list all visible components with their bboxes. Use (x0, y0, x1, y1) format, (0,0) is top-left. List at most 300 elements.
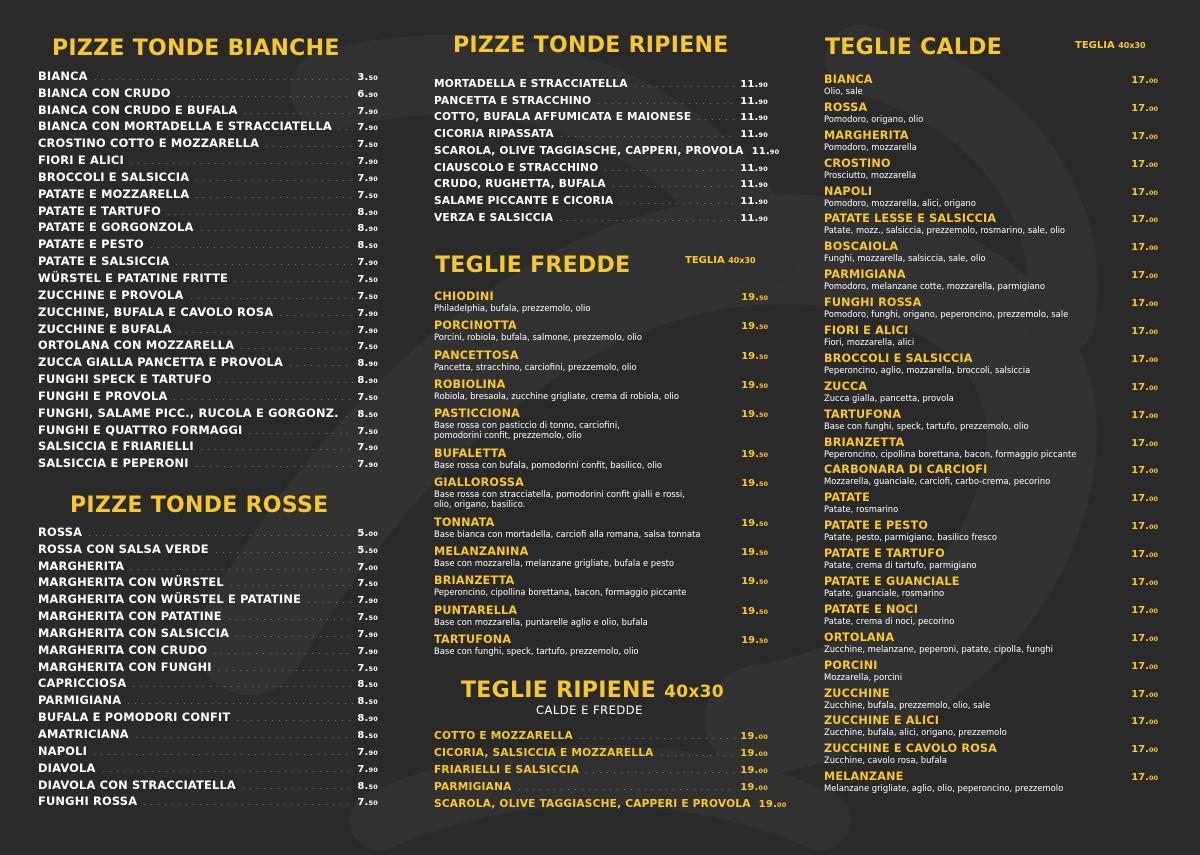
menu-item-name: SALSICCIA E FRIARIELLI (38, 439, 194, 454)
menu-item-name: PARMIGIANA (434, 781, 512, 793)
menu-item-price: 11.90 (740, 162, 768, 174)
menu-item (38, 133, 378, 150)
menu-item (824, 519, 1158, 542)
menu-item-name: PORCINOTTA (434, 319, 517, 333)
menu-item-name: FIORI E ALICI (38, 153, 124, 168)
dot-leader (232, 281, 353, 282)
menu-item (38, 674, 378, 691)
dot-leader (516, 789, 737, 790)
menu-item-name: TONNATA (434, 515, 495, 529)
dot-leader (577, 738, 736, 739)
menu-item-description: Mozzarella, guanciale, carciofi, carbo-crema, pecorino (824, 476, 1051, 487)
menu-item-description: Zucchine, bufala, prezzemolo, olio, sale (824, 699, 991, 710)
menu-item-price: 8.50 (357, 240, 378, 252)
dot-leader (198, 449, 354, 450)
section-tag-calde: TEGLIA 40x30 (1075, 40, 1146, 51)
menu-item-description: Base con mozzarella, puntarelle aglio e olio, bufala (434, 616, 648, 627)
menu-item-price: 7.90 (357, 763, 378, 775)
menu-item-name: BIANCA (38, 68, 88, 83)
dot-leader (238, 348, 353, 349)
menu-item-price: 11.90 (740, 179, 768, 191)
menu-item-price: 11.90 (740, 95, 768, 107)
menu-item (434, 73, 768, 90)
section-title-ripiene: PIZZE TONDE RIPIENE (453, 33, 729, 58)
menu-item-price: 19.00 (740, 748, 768, 759)
menu-item-name: FIORI E ALICI (824, 324, 909, 338)
menu-item-price: 7.50 (357, 189, 378, 201)
menu-item-name: SALAME PICCANTE E CICORIA (434, 195, 614, 207)
menu-item-name: MARGHERITA (824, 128, 909, 142)
menu-item-name: VERZA E SALSICCIA (434, 211, 554, 224)
menu-item-name: MELANZANINA (434, 544, 529, 558)
menu-item-description: Philadelphia, bufala, prezzemolo, olio (434, 303, 591, 313)
menu-item-price: 7.50 (357, 391, 378, 403)
menu-item-price: 7.50 (357, 797, 378, 809)
menu-item-price: 17.00 (1131, 326, 1158, 338)
menu-item (38, 218, 378, 235)
menu-item (824, 380, 1158, 403)
menu-item (38, 724, 378, 741)
menu-item-name: PORCINI (824, 658, 878, 672)
menu-item (434, 725, 768, 742)
menu-item-name: ZUCCHINE E ALICI (824, 714, 940, 728)
menu-item-price: 8.90 (357, 358, 378, 370)
menu-item (38, 386, 378, 403)
menu-list-teglie-ripiene (434, 725, 787, 810)
menu-item-price: 19.00 (740, 765, 768, 776)
dot-leader (234, 720, 353, 721)
menu-item-price: 19.00 (758, 799, 787, 810)
menu-item (824, 687, 1158, 710)
menu-item-price: 19.00 (740, 731, 768, 742)
menu-item-name: CRUDO, RUGHETTA, BUFALA (434, 178, 606, 191)
menu-item-name: MELANZANE (824, 770, 904, 784)
menu-item (434, 742, 768, 759)
menu-item (434, 759, 768, 776)
menu-item-name: PATATE E NOCI (824, 602, 919, 616)
menu-item (824, 575, 1158, 598)
menu-item (824, 157, 1158, 180)
dot-leader (610, 186, 736, 187)
dot-leader (165, 214, 353, 215)
menu-item (38, 707, 378, 724)
menu-item (434, 447, 768, 470)
menu-item-price: 17.00 (1131, 437, 1158, 449)
menu-item-name: ORTOLANA CON MOZZARELLA (38, 338, 235, 353)
dot-leader (287, 365, 353, 366)
menu-item (434, 107, 768, 124)
menu-item (38, 83, 378, 100)
menu-item-name: PARMIGIANA (824, 268, 906, 282)
menu-item-name: CROSTINO COTTO E MOZZARELLA (38, 136, 260, 151)
dot-leader (695, 119, 736, 120)
menu-item-price: 7.90 (357, 595, 378, 607)
menu-item-price: 7.50 (357, 341, 378, 353)
menu-item-price: 17.00 (1131, 130, 1158, 142)
menu-item (434, 793, 787, 810)
dot-leader (213, 552, 354, 553)
menu-list-calde (824, 73, 1158, 798)
menu-item (824, 240, 1158, 263)
menu-item-price: 17.00 (1131, 75, 1158, 86)
menu-item-name: SALSICCIA E PEPERONI (38, 456, 189, 471)
menu-item-description: Prosciutto, mozzarella (824, 169, 917, 180)
menu-item-name: BOSCAIOLA (824, 240, 899, 254)
menu-item-price: 17.00 (1131, 381, 1158, 393)
menu-item-name: BUFALETTA (434, 446, 507, 460)
menu-item (824, 631, 1158, 654)
dot-leader (240, 788, 353, 789)
menu-item-name: PATATE E TARTUFO (38, 203, 161, 218)
menu-item-name: NAPOLI (824, 184, 873, 198)
dot-leader (193, 466, 354, 467)
menu-item-name: BROCCOLI E SALSICCIA (38, 169, 190, 184)
menu-item (38, 539, 378, 556)
dot-leader (336, 129, 353, 130)
menu-item-name: PATATE E PESTO (824, 519, 929, 533)
menu-item-description: Pomodoro, origano, olio (824, 113, 924, 124)
menu-item (434, 190, 768, 207)
section-subtitle-teglie-ripiene: CALDE E FREDDE (536, 703, 643, 717)
dot-leader (128, 569, 353, 570)
menu-item (38, 453, 378, 470)
menu-item-price: 8.50 (357, 679, 378, 691)
menu-item-name: PARMIGIANA (38, 693, 122, 708)
menu-item-description: Zucca gialla, pancetta, provola (824, 392, 954, 403)
menu-item-name: PATATE (824, 491, 870, 505)
dot-leader (233, 636, 353, 637)
menu-item-price: 17.00 (1131, 577, 1158, 589)
menu-item-description: Pancetta, stracchino, carciofini, prezzemolo, olio (434, 361, 637, 372)
menu-item (434, 349, 768, 372)
menu-item-description: Pomodoro, funghi, origano, peperoncino, prezzemolo, sale (824, 309, 1069, 320)
section-title-rosse: PIZZE TONDE ROSSE (70, 493, 329, 518)
menu-item-price: 17.00 (1131, 716, 1158, 728)
menu-item-name: CICORIA, SALSICCIA E MOZZARELLA (434, 747, 654, 759)
menu-item (434, 290, 768, 313)
menu-item-price: 8.50 (357, 780, 378, 792)
menu-item-name: AMATRICIANA (38, 726, 129, 741)
menu-item-description: Patate, rosmarino (824, 504, 899, 515)
menu-item (824, 185, 1158, 208)
dot-leader (173, 264, 353, 265)
menu-item-price: 11.90 (740, 212, 768, 224)
menu-item (824, 296, 1158, 319)
menu-item-description: Mozzarella, porcini (824, 671, 903, 682)
menu-list-ripiene (434, 73, 780, 224)
menu-item (434, 174, 768, 191)
menu-item-price: 11.90 (740, 112, 768, 124)
menu-item-description: Base rossa con pasticcio di tonno, carciofini, (434, 420, 620, 431)
dot-leader (125, 703, 353, 704)
menu-item-name: BIANCA CON CRUDO (38, 85, 171, 100)
menu-item-price: 7.90 (357, 172, 378, 184)
menu-item-price: 19.50 (741, 379, 768, 391)
menu-item-price: 19.50 (741, 546, 768, 558)
menu-item-price: 8.50 (357, 696, 378, 708)
menu-item-name: MARGHERITA CON PATATINE (38, 609, 222, 624)
section-title-teglie-ripiene: TEGLIE RIPIENE 40x30 (461, 678, 724, 703)
dot-leader (617, 203, 736, 204)
menu-item (38, 792, 378, 809)
menu-item-description: Patate, mozz., salsiccia, prezzemolo, rosmarino, sale, olio (824, 225, 1066, 236)
menu-item (434, 90, 768, 107)
dot-leader (148, 247, 353, 248)
dot-leader (228, 585, 354, 586)
menu-item-description: Fiori, mozzarella, alici (824, 337, 915, 348)
menu-item (38, 589, 378, 606)
menu-item-name: CIAUSCOLO E STRACCHINO (434, 161, 599, 174)
menu-item-name: ZUCCHINE E CAVOLO ROSA (824, 742, 998, 756)
menu-item-description: Peperoncino, cipollina borettana, bacon, formaggio piccante (824, 448, 1077, 459)
menu-item-price: 7.50 (357, 290, 378, 302)
menu-item-name: ORTOLANA (824, 630, 895, 644)
menu-item-name: CARBONARA DI CARCIOFI (824, 463, 988, 477)
menu-item (38, 184, 378, 201)
menu-item-description: Peperoncino, cipollina borettana, bacon, formaggio piccante (434, 587, 687, 598)
menu-item-description: Base rossa con bufala, pomodorini confit, basilico, olio (434, 459, 663, 470)
menu-item-name: BRIANZETTA (824, 435, 905, 449)
menu-item-name: FUNGHI E PROVOLA (38, 388, 168, 403)
menu-list-rosse (38, 522, 378, 808)
menu-item-price: 17.00 (1131, 604, 1158, 616)
menu-item-name: ROSSA (38, 524, 83, 539)
dot-leader (171, 399, 353, 400)
menu-item-description: Base con funghi, speck, tartufo, prezzemolo, olio (824, 420, 1029, 431)
menu-item-name: DIAVOLA (38, 760, 96, 775)
dot-leader (602, 170, 736, 171)
menu-item-name: ROSSA CON SALSA VERDE (38, 541, 209, 556)
menu-item-name: SCAROLA, OLIVE TAGGIASCHE, CAPPERI, PROVOLA (434, 144, 744, 157)
menu-item (434, 574, 768, 597)
menu-item (434, 123, 768, 140)
menu-item-description: Zucchine, melanzane, peperoni, patate, cipolla, funghi (824, 643, 1053, 654)
dot-leader (175, 96, 354, 97)
menu-item-name: ROBIOLINA (434, 377, 506, 391)
menu-item (824, 408, 1158, 431)
menu-item-name: ZUCCHINE E PROVOLA (38, 287, 184, 302)
menu-item-price: 7.90 (357, 442, 378, 454)
menu-item-price: 11.90 (751, 145, 780, 157)
menu-item-name: NAPOLI (38, 743, 88, 758)
menu-item-description: Base con funghi, speck, tartufo, prezzemolo, olio (434, 645, 639, 656)
menu-item (38, 319, 378, 336)
menu-item-price: 17.00 (1131, 186, 1158, 198)
menu-item-price: 8.50 (357, 729, 378, 741)
menu-item (824, 101, 1158, 124)
menu-item-price: 7.90 (357, 645, 378, 657)
menu-item (38, 741, 378, 758)
menu-item-name: PATATE E GUANCIALE (824, 575, 960, 589)
menu-item-name: FUNGHI E QUATTRO FORMAGGI (38, 422, 243, 437)
menu-item-price: 17.00 (1131, 493, 1158, 505)
menu-item-name: MARGHERITA CON WÜRSTEL (38, 575, 224, 590)
menu-item-description: Pomodoro, melanzane cotte, mozzarella, parmigiano (824, 281, 1045, 292)
menu-item-description: Patate, crema di tartufo, parmigiano (824, 560, 977, 571)
menu-item (434, 516, 768, 539)
menu-item-description: Robiola, bresaola, zucchine grigliate, crema di robiola, olio (434, 390, 679, 401)
menu-item-price: 17.00 (1131, 549, 1158, 561)
menu-item-name: PATATE E TARTUFO (824, 547, 945, 561)
menu-item-description: Zucchine, bufala, alici, origano, prezzemolo (824, 727, 1007, 738)
dot-leader (658, 755, 737, 756)
menu-item-name: CAPRICCIOSA (38, 676, 127, 691)
menu-item-name: CHIODINI (434, 290, 494, 303)
menu-item (434, 476, 768, 510)
menu-item-name: BIANCA (824, 73, 873, 86)
dot-leader (100, 771, 354, 772)
menu-item-price: 11.90 (740, 196, 768, 207)
menu-item (38, 268, 378, 285)
dot-leader (246, 433, 353, 434)
menu-item-price: 17.00 (1131, 465, 1158, 477)
menu-item-name: PATATE LESSE E SALSICCIA (824, 212, 997, 226)
menu-item-name: COTTO E MOZZARELLA (434, 730, 573, 742)
menu-item-price: 19.50 (741, 605, 768, 617)
menu-item-price: 17.00 (1131, 409, 1158, 421)
menu-item-description: Patate, guanciale, rosmarino (824, 588, 945, 599)
dot-leader (305, 602, 353, 603)
menu-item-price: 6.90 (357, 88, 378, 100)
menu-item (38, 369, 378, 386)
menu-item-price: 7.50 (357, 578, 378, 590)
menu-item-price: 7.90 (357, 459, 378, 471)
menu-item-description: Olio, sale (824, 86, 863, 96)
menu-item (824, 547, 1158, 570)
dot-leader (193, 197, 353, 198)
dot-leader (128, 163, 353, 164)
menu-item (824, 436, 1158, 459)
menu-item-price: 5.50 (357, 544, 378, 556)
menu-item-price: 7.50 (357, 612, 378, 624)
menu-item-price: 17.00 (1131, 772, 1158, 784)
menu-item (38, 606, 378, 623)
dot-leader (188, 298, 354, 299)
menu-item (824, 268, 1158, 291)
menu-item-description: olio, origano, basilico. (434, 499, 526, 510)
menu-item-name: PUNTARELLA (434, 603, 518, 617)
dot-leader (632, 86, 737, 87)
menu-item-name: FUNGHI, SALAME PICC., RUCOLA E GORGONZ. (38, 405, 339, 420)
menu-item-description: pomodorini confit, prezzemolo, olio (434, 430, 582, 441)
menu-item-name: COTTO, BUFALA AFFUMICATA E MAIONESE (434, 111, 692, 124)
menu-item (434, 319, 768, 342)
menu-item-price: 8.90 (357, 206, 378, 218)
menu-item-price: 7.90 (357, 324, 378, 336)
dot-leader (216, 382, 354, 383)
menu-item-price: 17.00 (1131, 521, 1158, 533)
menu-item-name: FUNGHI ROSSA (824, 296, 922, 310)
menu-item-description: Porcini, robiola, bufala, salmone, prezzemolo, olio (434, 332, 642, 343)
menu-item-price: 19.50 (741, 350, 768, 362)
menu-item-price: 17.00 (1131, 214, 1158, 226)
dot-leader (193, 180, 353, 181)
menu-item (38, 640, 378, 657)
menu-list-fredde (434, 290, 768, 662)
menu-item-price: 8.90 (357, 375, 378, 387)
menu-item (434, 157, 768, 174)
menu-item-name: PANCETTOSA (434, 348, 519, 362)
menu-item (38, 690, 378, 707)
menu-item (434, 604, 768, 627)
menu-item-name: ZUCCA GIALLA PANCETTA E PROVOLA (38, 355, 284, 370)
section-tag-fredde: TEGLIA 40x30 (685, 255, 756, 266)
menu-item-name: TARTUFONA (434, 632, 512, 646)
menu-item-name: MARGHERITA CON FUNGHI (38, 659, 212, 674)
menu-item-price: 19.00 (740, 782, 768, 793)
menu-item-price: 17.00 (1131, 660, 1158, 672)
menu-item (434, 545, 768, 568)
menu-item-price: 19.50 (741, 634, 768, 646)
menu-item-name: CROSTINO (824, 156, 891, 170)
menu-item-price: 11.90 (740, 129, 768, 140)
dot-leader (211, 653, 353, 654)
menu-item (824, 603, 1158, 626)
dot-leader (130, 686, 353, 687)
menu-item-description: Peperoncino, aglio, mozzarella, broccoli, salsiccia (824, 364, 1031, 375)
menu-item-price: 17.00 (1131, 744, 1158, 756)
menu-item-price: 19.50 (741, 292, 768, 303)
menu-item-price: 7.90 (357, 257, 378, 269)
menu-item (824, 659, 1158, 682)
menu-item-price: 17.00 (1131, 353, 1158, 365)
menu-item-name: BIANCA CON MORTADELLA E STRACCIATELLA (38, 119, 332, 134)
menu-item-name: ZUCCHINE E BUFALA (38, 321, 172, 336)
menu-item (824, 73, 1158, 96)
menu-item (38, 150, 378, 167)
menu-item (38, 657, 378, 674)
menu-item-price: 19.50 (741, 478, 768, 490)
menu-item-name: FUNGHI ROSSA (38, 794, 138, 809)
menu-item-name: PATATE E GORGONZOLA (38, 220, 194, 235)
menu-item (38, 573, 378, 590)
menu-item (38, 167, 378, 184)
menu-item (38, 556, 378, 573)
menu-item (434, 407, 768, 441)
menu-item (38, 234, 378, 251)
menu-item-price: 7.90 (357, 122, 378, 134)
section-title-fredde: TEGLIE FREDDE (435, 253, 631, 278)
menu-item-name: BROCCOLI E SALSICCIA (824, 351, 973, 365)
menu-item-description: Pomodoro, mozzarella, alici, origano (824, 197, 976, 208)
menu-item-name: FRIARIELLI E SALSICCIA (434, 764, 580, 776)
dot-leader (263, 146, 353, 147)
menu-item (434, 207, 768, 224)
menu-item (434, 776, 768, 793)
menu-item-description: Base con mozzarella, melanzane grigliate, bufala e pesto (434, 557, 675, 568)
menu-item (824, 324, 1158, 347)
menu-item-price: 7.90 (357, 156, 378, 168)
menu-item-price: 7.50 (357, 425, 378, 437)
menu-item (824, 714, 1158, 737)
menu-item (434, 378, 768, 401)
dot-leader (86, 535, 353, 536)
dot-leader (557, 220, 736, 221)
menu-item-price: 3.50 (357, 71, 378, 83)
menu-item (824, 770, 1158, 793)
menu-item-name: PASTICCIONA (434, 407, 520, 421)
menu-item-price: 17.00 (1131, 102, 1158, 114)
dot-leader (92, 79, 354, 80)
dot-leader (198, 230, 354, 231)
dot-leader (133, 737, 354, 738)
menu-item (38, 100, 378, 117)
menu-item-description: Pomodoro, mozzarella (824, 141, 917, 152)
menu-item-price: 19.50 (741, 321, 768, 333)
menu-item-price: 17.00 (1131, 632, 1158, 644)
menu-item-name: FUNGHI SPECK E TARTUFO (38, 372, 212, 387)
menu-item-name: TARTUFONA (824, 407, 902, 421)
